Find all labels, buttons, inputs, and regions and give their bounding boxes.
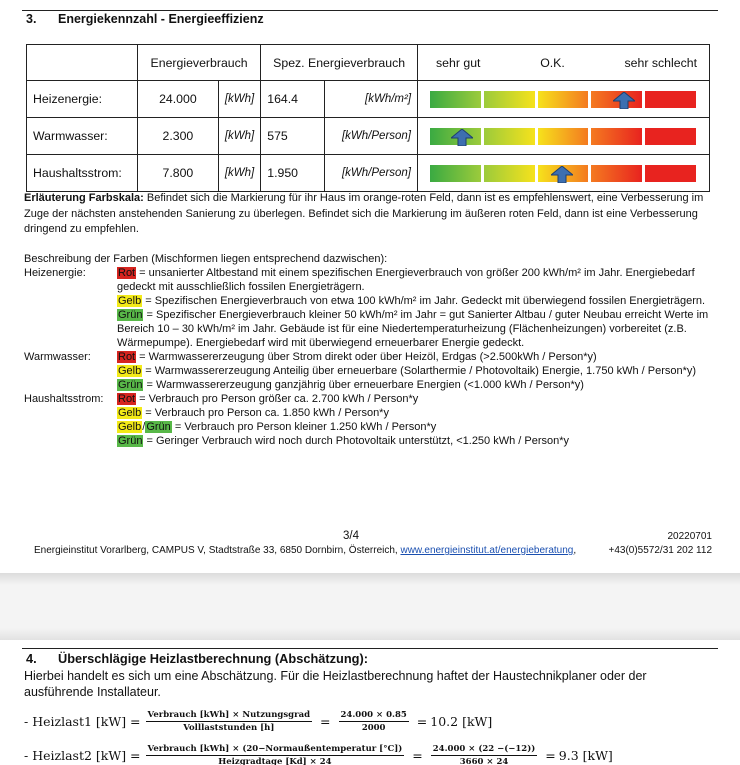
color-row-water-yellow (24, 364, 718, 378)
section-3-title (26, 12, 264, 26)
row-value: 7.800 (137, 155, 218, 192)
color-desc-text: = Warmwassererzeugung über Strom direkt oder über Heizöl, Erdgas (>2.500kWh / Person*y) (136, 351, 597, 363)
red-highlight: Rot (118, 393, 136, 405)
scale-segment (538, 128, 589, 145)
color-desc-text: = Spezifischer Energieverbrauch kleiner 50 kWh/m² im Jahr = gut Sanierter Altbau / guter Neubau erreicht Werte im Bereich 10 – 30 kWh/m² im Jahr. Gebäude ist für eine Niedertemperaturheizung (Flächenheizungen) vorbereitet (z.B. Wärmepumpe). Energiebedarf wird mit überwiegend erneuerbarer Energie gedeckt. (117, 309, 709, 349)
equals-sign: = (416, 714, 428, 729)
color-category-label: Haushaltsstrom: (24, 393, 104, 405)
marker-arrow-icon (613, 92, 635, 109)
page-number: 3/4 (343, 530, 359, 542)
scale-segment (484, 91, 535, 108)
scale-segment (430, 165, 481, 182)
red-highlight: Rot (118, 267, 136, 279)
formula-fraction (431, 744, 538, 765)
row-spec-unit: [kWh/m²] (325, 81, 418, 118)
denominator: 3660 × 24 (459, 757, 509, 765)
yellow-highlight: Gelb (118, 295, 142, 307)
scale-segment (591, 128, 642, 145)
section-number: 4. (26, 651, 37, 666)
scale-bar (430, 91, 697, 108)
scale-segment (645, 128, 696, 145)
formula-result: 10.2 [kW] (430, 714, 493, 729)
section-title-text: Energiekennzahl - Energieeffizienz (58, 12, 264, 26)
row-unit: [kWh] (218, 155, 260, 192)
formula-heizlast1 (24, 710, 492, 733)
formula-result: 9.3 [kW] (558, 748, 613, 763)
scale-bad-label: sehr schlecht (624, 55, 697, 70)
document-date: 20220701 (667, 531, 712, 542)
numerator: Verbrauch [kWh] × Nutzungsgrad (147, 710, 311, 720)
scale-segment (484, 128, 535, 145)
scale-segment (645, 165, 696, 182)
formula-label: - Heizlast1 [kW] = (24, 714, 141, 729)
equals-sign: = (545, 748, 556, 763)
color-row-power-yellow (24, 406, 718, 420)
color-desc-text: = Geringer Verbrauch wird noch durch Photovoltaik unterstützt, <1.250 kWh / Person*y (143, 435, 570, 447)
scale-segment (538, 91, 589, 108)
scale-segment (645, 91, 696, 108)
scale-segment (430, 91, 481, 108)
numerator: 24.000 × (22 −(−12)) (432, 744, 536, 754)
green-highlight: Grün (118, 309, 143, 321)
numerator: Verbrauch [kWh] × (20−Normaußentemperatur [°C]) (147, 744, 403, 754)
scale-bar (430, 128, 697, 145)
section-4-title (26, 651, 368, 666)
equals-sign: = (320, 714, 331, 729)
slash: / (142, 421, 146, 433)
color-row-heat-yellow (24, 294, 718, 308)
row-spec-unit: [kWh/Person] (325, 118, 418, 155)
color-category-label: Warmwasser: (24, 351, 91, 363)
page-4 (0, 640, 740, 765)
efficiency-scale (418, 118, 710, 155)
page-gap (0, 573, 740, 640)
section-4-intro: Hierbei handelt es sich um eine Abschätzung. Für die Heizlastberechnung haftet der Haustechnikplaner oder der ausführende Installateur. (24, 669, 647, 699)
color-desc-text: = Warmwassererzeugung ganzjährig über erneuerbare Energien (<1.000 kWh / Person*y) (143, 379, 584, 391)
phone-number: +43(0)5572/31 202 112 (608, 545, 712, 556)
numerator: 24.000 × 0.85 (340, 710, 407, 720)
footer-address (34, 545, 576, 556)
section-number: 3. (26, 12, 37, 26)
green-highlight: Grün (146, 421, 171, 433)
yellow-highlight: Gelb (118, 421, 142, 433)
efficiency-scale (418, 155, 710, 192)
row-value: 24.000 (137, 81, 218, 118)
explanation-label: Erläuterung Farbskala: (24, 192, 144, 204)
scale-explanation (24, 191, 718, 238)
website-link[interactable]: www.energieinstitut.at/energieberatung (400, 545, 574, 556)
yellow-highlight: Gelb (118, 365, 142, 377)
color-desc-text: = Verbrauch pro Person ca. 1.850 kWh / Person*y (142, 407, 389, 419)
green-highlight: Grün (118, 435, 143, 447)
row-spec-value: 1.950 (261, 155, 325, 192)
color-row-power-red (24, 392, 718, 406)
color-row-power-yellowgreen (24, 420, 718, 434)
color-intro: Beschreibung der Farben (Mischformen liegen entsprechend dazwischen): (24, 253, 388, 265)
table-header-row (27, 45, 710, 81)
section-title-text: Überschlägige Heizlastberechnung (Abschätzung): (58, 651, 369, 666)
header-scale (418, 45, 710, 81)
denominator: 2000 (361, 723, 386, 733)
section-divider (22, 10, 718, 11)
formula-label: - Heizlast2 [kW] = (24, 748, 141, 763)
green-highlight: Grün (118, 379, 143, 391)
header-empty-cell (27, 45, 138, 81)
row-name: Heizenergie: (27, 81, 138, 118)
row-unit: [kWh] (218, 118, 260, 155)
header-specific: Spez. Energieverbrauch (261, 45, 418, 81)
formula-heizlast2 (24, 744, 613, 765)
formula-fraction (339, 710, 409, 733)
color-row-water-red (24, 350, 718, 364)
denominator: Volllaststunden [h] (183, 723, 275, 733)
row-name: Warmwasser: (27, 118, 138, 155)
color-row-power-green (24, 434, 718, 448)
color-desc-text: = Warmwassererzeugung Anteilig über erneuerbare (Solarthermie / Photovoltaik) Energie, 1.750 kWh / Person*y) (142, 365, 697, 377)
color-desc-text: = Verbrauch pro Person größer ca. 2.700 kWh / Person*y (136, 393, 419, 405)
formula-fraction (146, 710, 313, 733)
address-text: Energieinstitut Vorarlberg, CAMPUS V, Stadtstraße 33, 6850 Dornbirn, Österreich, (34, 545, 401, 556)
efficiency-scale (418, 81, 710, 118)
color-desc-text: = Spezifischen Energieverbrauch von etwa 100 kWh/m² im Jahr. Gedeckt mit überwiegend fossilen Energieträgern. (142, 295, 706, 307)
scale-segment (591, 165, 642, 182)
color-desc-text: = unsanierter Altbestand mit einem spezifischen Energieverbrauch von größer 200 kWh/m² im Jahr. Energiebedarf gedeckt mit ausschließlich fossilen Energieträgern. (117, 267, 695, 293)
marker-arrow-icon (451, 129, 473, 146)
red-highlight: Rot (118, 351, 136, 363)
table-row (27, 118, 710, 155)
color-description (24, 252, 718, 448)
row-name: Haushaltsstrom: (27, 155, 138, 192)
row-spec-value: 164.4 (261, 81, 325, 118)
yellow-highlight: Gelb (118, 407, 142, 419)
energy-table (26, 44, 710, 192)
explanation-text: Befindet sich die Markierung für ihr Haus im orange-roten Feld, dann ist es empfehlenswert, eine Verbesserung im Zuge der nächsten anstehenden Sanierung zu überlegen. Befindet sich die Markierung im äußeren roten Feld, dann ist eine Verbesserung dringend zu empfehlen. (24, 192, 704, 235)
color-row-heat-red (24, 266, 718, 294)
section-divider (22, 648, 718, 649)
scale-bar (430, 165, 697, 182)
color-row-water-green (24, 378, 718, 392)
scale-good-label: sehr gut (436, 55, 481, 70)
table-row (27, 155, 710, 192)
marker-arrow-icon (551, 166, 573, 183)
row-unit: [kWh] (218, 81, 260, 118)
row-spec-unit: [kWh/Person] (325, 155, 418, 192)
formula-fraction (146, 744, 405, 765)
color-category-label: Heizenergie: (24, 267, 86, 279)
equals-sign: = (412, 748, 423, 763)
row-value: 2.300 (137, 118, 218, 155)
footer-comma: , (573, 545, 577, 556)
denominator: Heizgradtage [Kd] × 24 (218, 757, 332, 765)
table-row (27, 81, 710, 118)
color-desc-text: = Verbrauch pro Person kleiner 1.250 kWh / Person*y (171, 421, 437, 433)
scale-ok-label: O.K. (540, 55, 565, 70)
row-spec-value: 575 (261, 118, 325, 155)
header-consumption: Energieverbrauch (137, 45, 260, 81)
scale-segment (484, 165, 535, 182)
color-row-heat-green (24, 308, 718, 350)
